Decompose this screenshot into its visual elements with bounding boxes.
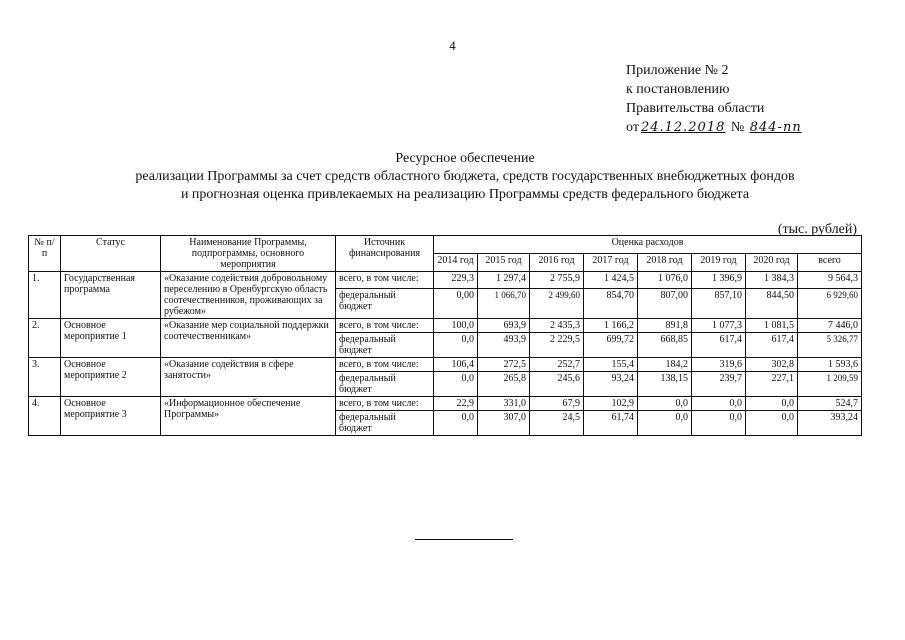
header-year: 2014 год bbox=[434, 254, 478, 272]
value-cell: 7 446,0 bbox=[798, 319, 862, 333]
table-row bbox=[29, 272, 862, 289]
value-cell: 1 066,70 bbox=[478, 288, 530, 318]
value-cell: 393,24 bbox=[798, 411, 862, 436]
value-cell: 0,0 bbox=[746, 411, 798, 436]
value-cell: 1 077,3 bbox=[692, 319, 746, 333]
value-cell: 1 593,6 bbox=[798, 358, 862, 372]
row-funding-source: всего, в том числе: bbox=[336, 397, 434, 411]
row-program-name: «Оказание мер социальной поддержки соотечественникам» bbox=[161, 319, 336, 358]
header-row-1 bbox=[29, 236, 862, 254]
row-funding-source: всего, в том числе: bbox=[336, 358, 434, 372]
value-cell: 1 209,59 bbox=[798, 372, 862, 397]
value-cell: 61,74 bbox=[584, 411, 638, 436]
value-cell: 239,7 bbox=[692, 372, 746, 397]
value-cell: 265,8 bbox=[478, 372, 530, 397]
row-number: 3. bbox=[29, 358, 61, 397]
title-line-1: Ресурсное обеспечение bbox=[395, 151, 535, 166]
header-year: всего bbox=[798, 254, 862, 272]
value-cell: 319,6 bbox=[692, 358, 746, 372]
value-cell: 0,0 bbox=[692, 411, 746, 436]
value-cell: 1 424,5 bbox=[584, 272, 638, 289]
value-cell: 0,00 bbox=[434, 288, 478, 318]
header-year: 2018 год bbox=[638, 254, 692, 272]
value-cell: 67,9 bbox=[530, 397, 584, 411]
value-cell: 9 564,3 bbox=[798, 272, 862, 289]
row-program-name: «Информационное обеспечение Программы» bbox=[161, 397, 336, 436]
value-cell: 0,0 bbox=[746, 397, 798, 411]
row-funding-source: всего, в том числе: bbox=[336, 272, 434, 289]
appendix-line-3: Правительства области bbox=[626, 101, 765, 116]
value-cell: 0,0 bbox=[434, 411, 478, 436]
appendix-block bbox=[626, 61, 804, 137]
row-program-name: «Оказание содействия добровольному переселению в Оренбургскую область соотечественников, проживающих за рубежом» bbox=[161, 272, 336, 319]
value-cell: 0,0 bbox=[434, 372, 478, 397]
value-cell: 2 435,3 bbox=[530, 319, 584, 333]
separator-line bbox=[415, 539, 513, 540]
value-cell: 1 081,5 bbox=[746, 319, 798, 333]
value-cell: 807,00 bbox=[638, 288, 692, 318]
value-cell: 331,0 bbox=[478, 397, 530, 411]
row-program-name: «Оказание содействия в сфере занятости» bbox=[161, 358, 336, 397]
value-cell: 229,3 bbox=[434, 272, 478, 289]
value-cell: 524,7 bbox=[798, 397, 862, 411]
value-cell: 854,70 bbox=[584, 288, 638, 318]
document-title bbox=[0, 150, 905, 204]
row-status: Основное мероприятие 3 bbox=[61, 397, 161, 436]
value-cell: 0,0 bbox=[434, 333, 478, 358]
value-cell: 102,9 bbox=[584, 397, 638, 411]
row-funding-source: всего, в том числе: bbox=[336, 319, 434, 333]
header-year: 2015 год bbox=[478, 254, 530, 272]
value-cell: 617,4 bbox=[746, 333, 798, 358]
value-cell: 184,2 bbox=[638, 358, 692, 372]
value-cell: 699,72 bbox=[584, 333, 638, 358]
value-cell: 1 384,3 bbox=[746, 272, 798, 289]
value-cell: 6 929,60 bbox=[798, 288, 862, 318]
header-year: 2017 год bbox=[584, 254, 638, 272]
value-cell: 100,0 bbox=[434, 319, 478, 333]
header-year: 2020 год bbox=[746, 254, 798, 272]
row-number: 1. bbox=[29, 272, 61, 319]
value-cell: 0,0 bbox=[692, 397, 746, 411]
value-cell: 693,9 bbox=[478, 319, 530, 333]
value-cell: 1 076,0 bbox=[638, 272, 692, 289]
title-line-3: и прогнозная оценка привлекаемых на реализацию Программы средств федерального бюджета bbox=[180, 187, 750, 202]
value-cell: 2 499,60 bbox=[530, 288, 584, 318]
value-cell: 272,5 bbox=[478, 358, 530, 372]
value-cell: 227,1 bbox=[746, 372, 798, 397]
handwritten-date: 24.12.2018 bbox=[640, 120, 726, 135]
header-status: Статус bbox=[61, 236, 161, 272]
row-status: Основное мероприятие 1 bbox=[61, 319, 161, 358]
value-cell: 857,10 bbox=[692, 288, 746, 318]
row-status: Основное мероприятие 2 bbox=[61, 358, 161, 397]
value-cell: 668,85 bbox=[638, 333, 692, 358]
row-funding-source: федеральный бюджет bbox=[336, 288, 434, 318]
table-row bbox=[29, 397, 862, 411]
value-cell: 493,9 bbox=[478, 333, 530, 358]
row-funding-source: федеральный бюджет bbox=[336, 411, 434, 436]
value-cell: 891,8 bbox=[638, 319, 692, 333]
page-number: 4 bbox=[449, 38, 456, 53]
row-status: Государственная программа bbox=[61, 272, 161, 319]
value-cell: 2 755,9 bbox=[530, 272, 584, 289]
header-source: Источник финансирования bbox=[336, 236, 434, 272]
row-funding-source: федеральный бюджет bbox=[336, 333, 434, 358]
value-cell: 307,0 bbox=[478, 411, 530, 436]
value-cell: 138,15 bbox=[638, 372, 692, 397]
value-cell: 0,0 bbox=[638, 411, 692, 436]
value-cell: 617,4 bbox=[692, 333, 746, 358]
table-row bbox=[29, 358, 862, 372]
date-prefix: от bbox=[626, 120, 639, 135]
value-cell: 5 326,77 bbox=[798, 333, 862, 358]
value-cell: 22,9 bbox=[434, 397, 478, 411]
value-cell: 844,50 bbox=[746, 288, 798, 318]
value-cell: 252,7 bbox=[530, 358, 584, 372]
handwritten-number: 844-пп bbox=[749, 120, 802, 135]
header-year: 2019 год bbox=[692, 254, 746, 272]
appendix-line-2: к постановлению bbox=[626, 82, 730, 97]
value-cell: 302,8 bbox=[746, 358, 798, 372]
units-label: (тыс. рублей) bbox=[777, 222, 857, 237]
header-num: № п/п bbox=[29, 236, 61, 272]
header-name: Наименование Программы, подпрограммы, основного мероприятия bbox=[161, 236, 336, 272]
title-line-2: реализации Программы за счет средств областного бюджета, средств государственных внебюджетных фондов bbox=[135, 169, 795, 184]
header-estimate: Оценка расходов bbox=[434, 236, 862, 254]
value-cell: 1 396,9 bbox=[692, 272, 746, 289]
value-cell: 93,24 bbox=[584, 372, 638, 397]
resource-table bbox=[28, 235, 862, 436]
value-cell: 24,5 bbox=[530, 411, 584, 436]
row-number: 4. bbox=[29, 397, 61, 436]
appendix-line-1: Приложение № 2 bbox=[626, 63, 729, 78]
value-cell: 106,4 bbox=[434, 358, 478, 372]
value-cell: 155,4 bbox=[584, 358, 638, 372]
row-funding-source: федеральный бюджет bbox=[336, 372, 434, 397]
value-cell: 1 297,4 bbox=[478, 272, 530, 289]
number-prefix: № bbox=[730, 120, 745, 135]
value-cell: 1 166,2 bbox=[584, 319, 638, 333]
table-row bbox=[29, 319, 862, 333]
value-cell: 245,6 bbox=[530, 372, 584, 397]
header-year: 2016 год bbox=[530, 254, 584, 272]
appendix-date-line bbox=[626, 118, 804, 137]
row-number: 2. bbox=[29, 319, 61, 358]
value-cell: 2 229,5 bbox=[530, 333, 584, 358]
value-cell: 0,0 bbox=[638, 397, 692, 411]
